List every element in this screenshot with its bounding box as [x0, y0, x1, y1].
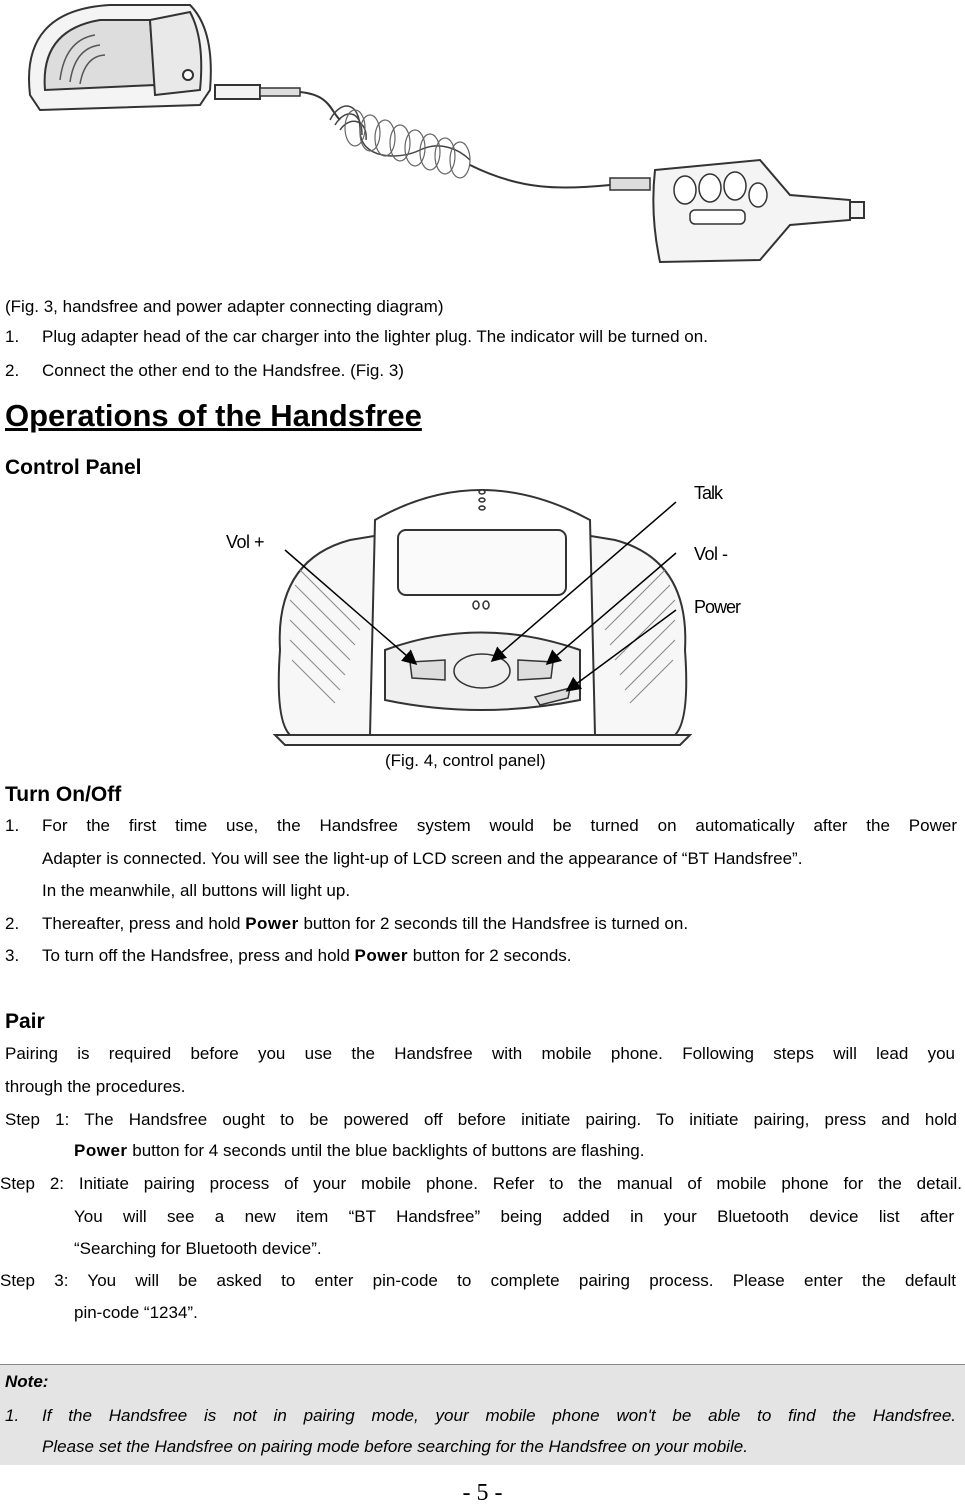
page-number: - 5 -	[462, 1480, 503, 1506]
list-number: 2.	[5, 914, 20, 933]
label-talk: Talk	[694, 483, 723, 503]
turn-on-off-heading: Turn On/Off	[5, 783, 122, 806]
list-text: Connect the other end to the Handsfree. (Fig. 3)	[42, 361, 404, 380]
pair-heading: Pair	[5, 1010, 45, 1033]
note-text-continued: Please set the Handsfree on pairing mode before searching for the Handsfree on your mobile.	[42, 1437, 748, 1456]
control-panel-heading: Control Panel	[5, 456, 142, 479]
text-run: button for 2 seconds.	[408, 946, 572, 965]
list-text: For the first time use, the Handsfree system would be turned on automatically after the Power	[42, 816, 957, 835]
list-number: 1.	[5, 816, 20, 835]
note-text: If the Handsfree is not in pairing mode, your mobile phone won't be able to find the Handsfree.	[42, 1406, 956, 1425]
list-text-continued: In the meanwhile, all buttons will light up.	[42, 881, 351, 900]
power-keyword: Power	[245, 914, 299, 933]
power-keyword: Power	[354, 946, 409, 965]
list-number: 2.	[5, 361, 20, 380]
text-run: button for 2 seconds till the Handsfree is turned on.	[298, 914, 689, 933]
power-keyword: Power	[74, 1141, 128, 1160]
handsfree-adapter-diagram	[0, 0, 965, 290]
text-run: To turn off the Handsfree, press and hold	[42, 946, 355, 965]
pair-step-3-continued: pin-code “1234”.	[74, 1303, 198, 1322]
pair-step-3: Step 3: You will be asked to enter pin-code to complete pairing process. Please enter the default	[0, 1271, 956, 1290]
pair-step-2: Step 2: Initiate pairing process of your mobile phone. Refer to the manual of mobile phone for the detail.	[0, 1174, 962, 1193]
list-number: 1.	[5, 327, 20, 346]
pair-step-2-continued: “Searching for Bluetooth device”.	[74, 1239, 322, 1258]
control-panel-diagram	[0, 470, 965, 755]
text-run: button for 4 seconds until the blue backlights of buttons are flashing.	[127, 1141, 645, 1160]
connect-step-2	[0, 360, 965, 382]
fig4-caption: (Fig. 4, control panel)	[385, 751, 546, 770]
label-vol-plus: Vol +	[226, 532, 265, 552]
note-number: 1.	[5, 1406, 20, 1425]
label-power: Power	[694, 597, 741, 617]
list-text: Plug adapter head of the car charger into the lighter plug. The indicator will be turned on.	[42, 327, 708, 346]
list-number: 3.	[5, 946, 20, 965]
pair-intro: Pairing is required before you use the Handsfree with mobile phone. Following steps will lead you	[5, 1044, 955, 1063]
pair-step-2-continued: You will see a new item “BT Handsfree” being added in your Bluetooth device list after	[74, 1207, 954, 1226]
connect-step-1	[0, 326, 965, 348]
fig3-caption: (Fig. 3, handsfree and power adapter connecting diagram)	[5, 297, 444, 316]
label-vol-minus: Vol -	[694, 544, 728, 564]
pair-intro-continued: through the procedures.	[5, 1077, 186, 1096]
list-text-continued: Adapter is connected. You will see the light-up of LCD screen and the appearance of “BT Handsfree”.	[42, 849, 803, 868]
text-run: Thereafter, press and hold	[42, 914, 246, 933]
section-title: Operations of the Handsfree	[5, 398, 422, 433]
pair-step-1: Step 1: The Handsfree ought to be powered off before initiate pairing. To initiate pairing, press and hold	[5, 1110, 957, 1129]
pair-step-1-continued	[74, 1140, 644, 1162]
note-title: Note:	[5, 1372, 49, 1391]
turn-on-item-3	[0, 945, 965, 967]
list-text	[42, 913, 688, 935]
list-text	[42, 945, 572, 967]
turn-on-item-2	[0, 913, 965, 935]
